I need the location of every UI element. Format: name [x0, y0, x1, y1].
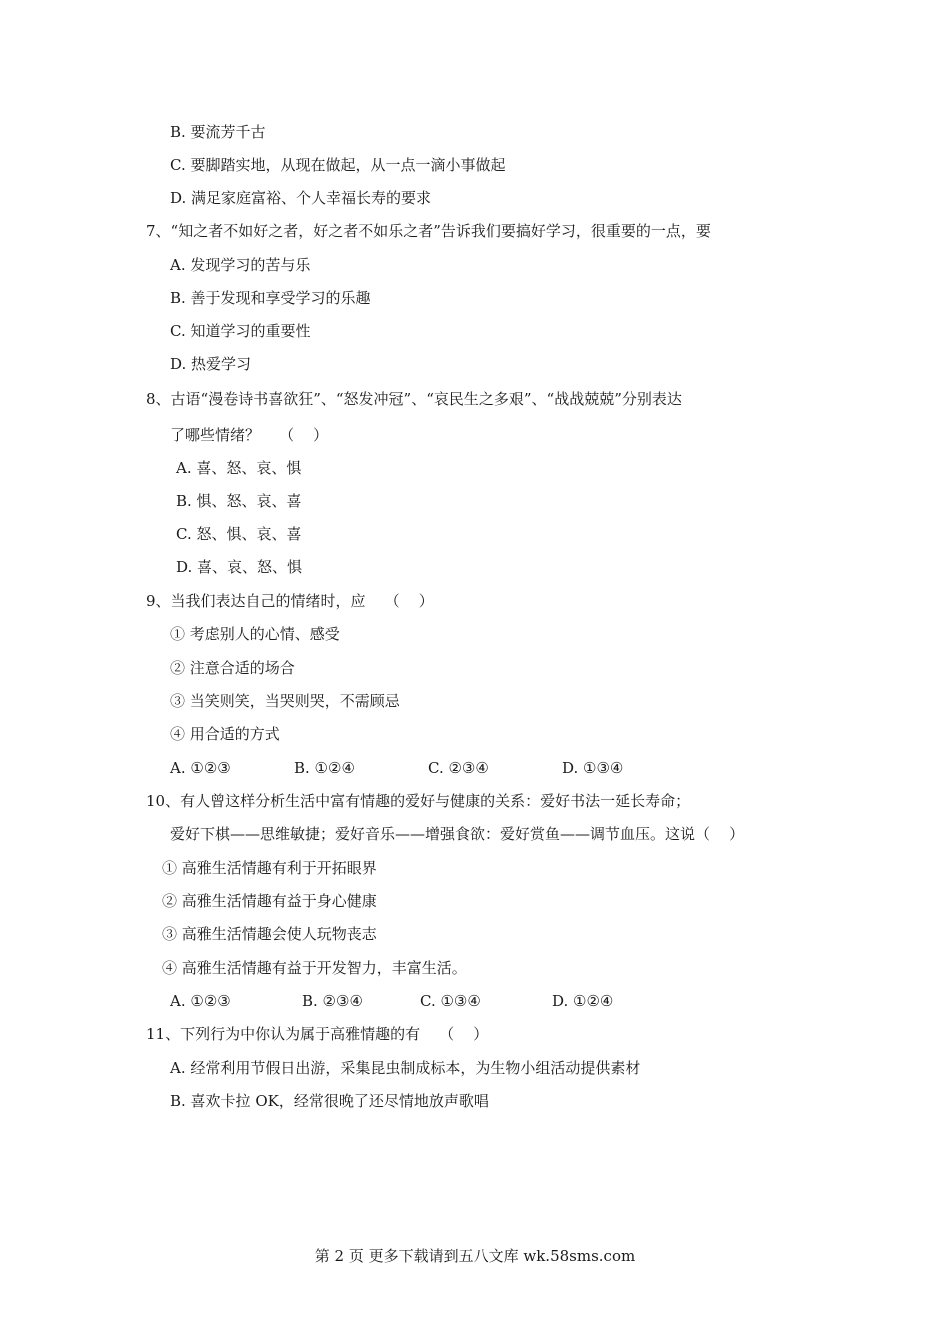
- q11-option-a: A. 经常利用节假日出游，采集昆虫制成标本，为生物小组活动提供素材: [170, 1059, 641, 1077]
- q11-stem: 11、下列行为中你认为属于高雅情趣的有 （ ）: [146, 1025, 489, 1043]
- q10-option-c: C. ①③④: [420, 992, 481, 1010]
- q10-item-4: ④ 高雅生活情趣有益于开发智力，丰富生活。: [162, 959, 467, 977]
- q9-item-1: ① 考虑别人的心情、感受: [170, 625, 340, 643]
- q9-option-a: A. ①②③: [170, 759, 231, 777]
- q10-item-1: ① 高雅生活情趣有利于开拓眼界: [162, 859, 377, 877]
- q10-option-a: A. ①②③: [170, 992, 231, 1010]
- q10-item-3: ③ 高雅生活情趣会使人玩物丧志: [162, 925, 377, 943]
- q10-item-2: ② 高雅生活情趣有益于身心健康: [162, 892, 377, 910]
- q9-item-2: ② 注意合适的场合: [170, 659, 295, 677]
- q7-stem: 7、“知之者不如好之者，好之者不如乐之者”告诉我们要搞好学习，很重要的一点，要: [146, 222, 711, 240]
- q9-item-3: ③ 当笑则笑，当哭则哭，不需顾忌: [170, 692, 400, 710]
- page-footer: 第 2 页 更多下载请到五八文库 wk.58sms.com: [314, 1247, 636, 1265]
- q8-stem-line1: 8、古语“漫卷诗书喜欲狂”、“怒发冲冠”、“哀民生之多艰”、“战战兢兢”分别表达: [146, 390, 682, 408]
- q10-option-b: B. ②③④: [302, 992, 363, 1010]
- q7-option-b: B. 善于发现和享受学习的乐趣: [170, 289, 371, 307]
- q7-option-c: C. 知道学习的重要性: [170, 322, 311, 340]
- q6-option-c: C. 要脚踏实地，从现在做起，从一点一滴小事做起: [170, 156, 506, 174]
- q8-option-b: B. 惧、怒、哀、喜: [176, 492, 302, 510]
- q9-option-d: D. ①③④: [562, 759, 624, 777]
- q10-stem-line1: 10、有人曾这样分析生活中富有情趣的爱好与健康的关系：爱好书法一延长寿命；: [146, 792, 691, 810]
- q6-option-d: D. 满足家庭富裕、个人幸福长寿的要求: [170, 189, 432, 207]
- q9-stem: 9、当我们表达自己的情绪时，应 （ ）: [146, 592, 434, 610]
- q11-option-b: B. 喜欢卡拉 OK，经常很晚了还尽情地放声歌唱: [170, 1092, 489, 1110]
- q6-option-b: B. 要流芳千古: [170, 123, 266, 141]
- q8-option-c: C. 怒、惧、哀、喜: [176, 525, 302, 543]
- q10-option-d: D. ①②④: [552, 992, 614, 1010]
- q9-option-b: B. ①②④: [294, 759, 355, 777]
- q9-option-c: C. ②③④: [428, 759, 489, 777]
- q10-stem-line2: 爱好下棋——思维敏捷；爱好音乐——增强食欲：爱好赏鱼——调节血压。这说（ ）: [170, 825, 745, 843]
- q8-option-d: D. 喜、哀、怒、惧: [176, 558, 303, 576]
- q8-stem-line2: 了哪些情绪？ （ ）: [170, 426, 329, 444]
- q7-option-a: A. 发现学习的苦与乐: [170, 256, 311, 274]
- q8-option-a: A. 喜、怒、哀、惧: [176, 459, 302, 477]
- q7-option-d: D. 热爱学习: [170, 355, 252, 373]
- q9-item-4: ④ 用合适的方式: [170, 725, 280, 743]
